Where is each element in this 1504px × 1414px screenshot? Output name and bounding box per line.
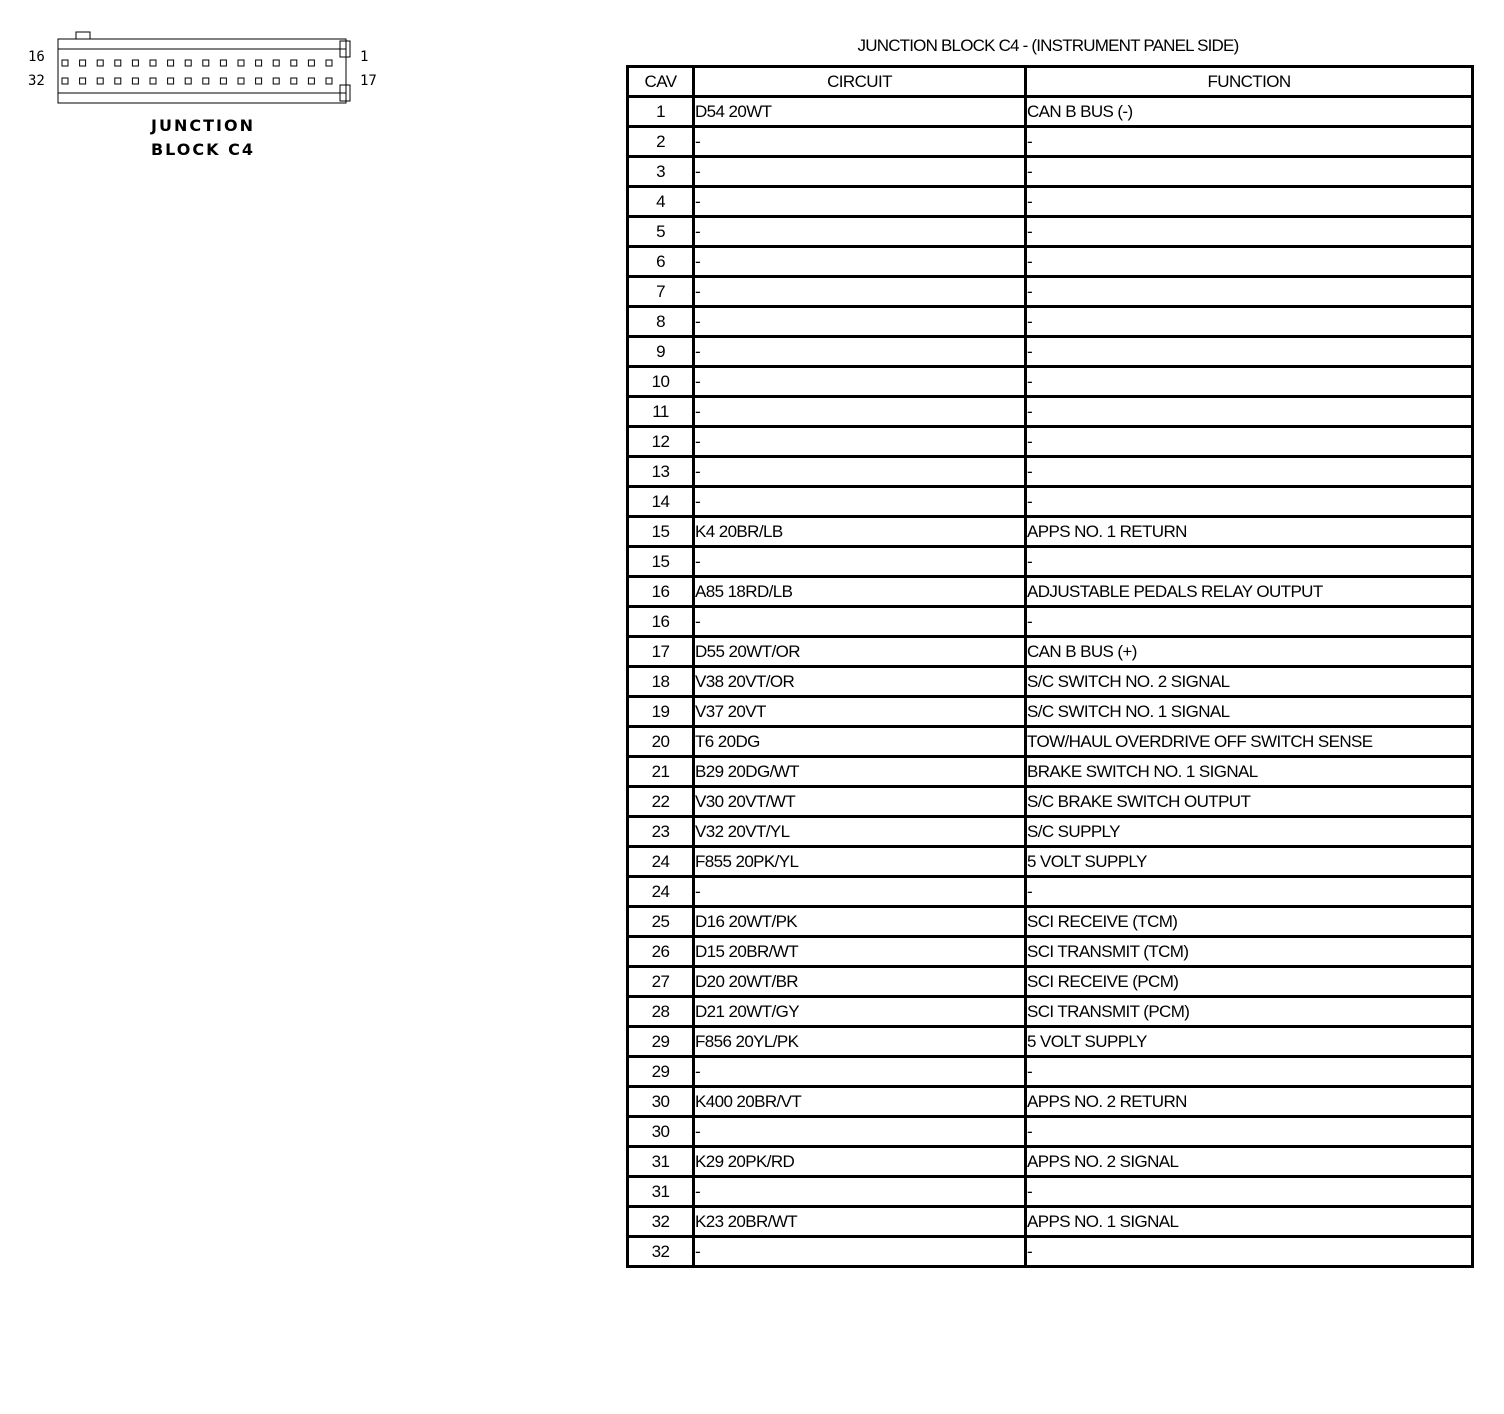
function-cell: APPS NO. 1 SIGNAL — [1026, 1207, 1473, 1237]
cav-cell: 20 — [628, 727, 694, 757]
function-cell: - — [1026, 367, 1473, 397]
function-cell: - — [1026, 187, 1473, 217]
cavity-square — [326, 78, 332, 84]
function-cell: APPS NO. 2 SIGNAL — [1026, 1147, 1473, 1177]
cavity-square — [273, 60, 279, 66]
cav-cell: 24 — [628, 877, 694, 907]
function-cell: SCI TRANSMIT (PCM) — [1026, 997, 1473, 1027]
circuit-cell: - — [694, 397, 1026, 427]
cav-cell: 3 — [628, 157, 694, 187]
function-cell: S/C SUPPLY — [1026, 817, 1473, 847]
function-cell: S/C SWITCH NO. 1 SIGNAL — [1026, 697, 1473, 727]
cavity-square — [150, 60, 156, 66]
function-cell: - — [1026, 247, 1473, 277]
function-cell: - — [1026, 1177, 1473, 1207]
header-function: FUNCTION — [1026, 67, 1473, 97]
function-cell: - — [1026, 277, 1473, 307]
function-cell: CAN B BUS (+) — [1026, 637, 1473, 667]
header-circuit: CIRCUIT — [694, 67, 1026, 97]
cavity-square — [97, 60, 103, 66]
function-cell: - — [1026, 1237, 1473, 1267]
circuit-cell: - — [694, 877, 1026, 907]
circuit-cell: K23 20BR/WT — [694, 1207, 1026, 1237]
function-cell: - — [1026, 397, 1473, 427]
function-cell: - — [1026, 487, 1473, 517]
cavity-square — [308, 78, 314, 84]
pin-label-16: 16 — [28, 49, 45, 65]
cavity-square — [115, 78, 121, 84]
table-row — [628, 367, 1473, 397]
cavity-square — [168, 78, 174, 84]
table-row — [628, 1087, 1473, 1117]
table-row — [628, 1117, 1473, 1147]
cavity-square — [220, 60, 226, 66]
cav-cell: 10 — [628, 367, 694, 397]
cav-cell: 12 — [628, 427, 694, 457]
table-row — [628, 607, 1473, 637]
circuit-cell: - — [694, 547, 1026, 577]
cav-cell: 30 — [628, 1117, 694, 1147]
table-row — [628, 337, 1473, 367]
cav-cell: 7 — [628, 277, 694, 307]
table-row — [628, 1177, 1473, 1207]
function-cell: - — [1026, 1057, 1473, 1087]
table-row — [628, 1147, 1473, 1177]
function-cell: S/C SWITCH NO. 2 SIGNAL — [1026, 667, 1473, 697]
circuit-cell: - — [694, 1177, 1026, 1207]
circuit-cell: - — [694, 367, 1026, 397]
cav-cell: 8 — [628, 307, 694, 337]
cavity-square — [132, 60, 138, 66]
table-row — [628, 877, 1473, 907]
circuit-cell: D54 20WT — [694, 97, 1026, 127]
cavity-square — [256, 78, 262, 84]
cavity-square — [62, 78, 68, 84]
cavity-square — [80, 78, 86, 84]
circuit-cell: - — [694, 457, 1026, 487]
function-cell: 5 VOLT SUPPLY — [1026, 847, 1473, 877]
table-row — [628, 217, 1473, 247]
cavity-square — [203, 60, 209, 66]
cavity-square — [185, 60, 191, 66]
circuit-cell: K400 20BR/VT — [694, 1087, 1026, 1117]
table-row — [628, 1207, 1473, 1237]
connector-title-line2: BLOCK C4 — [150, 140, 255, 159]
circuit-cell: - — [694, 1057, 1026, 1087]
cavity-square — [220, 78, 226, 84]
cav-cell: 32 — [628, 1237, 694, 1267]
cavity-square — [238, 78, 244, 84]
cavity-square — [256, 60, 262, 66]
circuit-cell: B29 20DG/WT — [694, 757, 1026, 787]
connector-outline — [22, 28, 382, 108]
table-row — [628, 1237, 1473, 1267]
circuit-cell: - — [694, 337, 1026, 367]
table-row — [628, 517, 1473, 547]
cav-cell: 21 — [628, 757, 694, 787]
cav-cell: 22 — [628, 787, 694, 817]
circuit-cell: - — [694, 487, 1026, 517]
table-row — [628, 97, 1473, 127]
table-row — [628, 967, 1473, 997]
circuit-cell: - — [694, 187, 1026, 217]
circuit-cell: - — [694, 1237, 1026, 1267]
cavity-square — [132, 78, 138, 84]
cav-cell: 16 — [628, 577, 694, 607]
table-header-row — [628, 67, 1473, 97]
function-cell: - — [1026, 457, 1473, 487]
cavity-square — [291, 60, 297, 66]
cavity-square — [273, 78, 279, 84]
function-cell: BRAKE SWITCH NO. 1 SIGNAL — [1026, 757, 1473, 787]
circuit-cell: D21 20WT/GY — [694, 997, 1026, 1027]
cav-cell: 29 — [628, 1057, 694, 1087]
cav-cell: 14 — [628, 487, 694, 517]
cav-cell: 29 — [628, 1027, 694, 1057]
function-cell: - — [1026, 217, 1473, 247]
table-row — [628, 277, 1473, 307]
cav-cell: 31 — [628, 1147, 694, 1177]
table-row — [628, 307, 1473, 337]
cavity-square — [62, 60, 68, 66]
cav-cell: 1 — [628, 97, 694, 127]
table-row — [628, 727, 1473, 757]
function-cell: SCI TRANSMIT (TCM) — [1026, 937, 1473, 967]
circuit-cell: - — [694, 247, 1026, 277]
table-row — [628, 457, 1473, 487]
connector-title-line1: JUNCTION — [151, 116, 255, 135]
table-row — [628, 247, 1473, 277]
table-row — [628, 757, 1473, 787]
table-row — [628, 697, 1473, 727]
table-row — [628, 847, 1473, 877]
circuit-cell: V32 20VT/YL — [694, 817, 1026, 847]
pinout-table — [626, 65, 1474, 1268]
function-cell: - — [1026, 1117, 1473, 1147]
cavity-square — [185, 78, 191, 84]
pin-label-32: 32 — [28, 73, 45, 89]
cav-cell: 24 — [628, 847, 694, 877]
table-row — [628, 487, 1473, 517]
cavity-square — [97, 78, 103, 84]
function-cell: S/C BRAKE SWITCH OUTPUT — [1026, 787, 1473, 817]
function-cell: - — [1026, 127, 1473, 157]
cav-cell: 2 — [628, 127, 694, 157]
table-row — [628, 817, 1473, 847]
circuit-cell: - — [694, 427, 1026, 457]
table-row — [628, 577, 1473, 607]
circuit-cell: D55 20WT/OR — [694, 637, 1026, 667]
cav-cell: 27 — [628, 967, 694, 997]
cav-cell: 15 — [628, 517, 694, 547]
circuit-cell: - — [694, 1117, 1026, 1147]
function-cell: SCI RECEIVE (PCM) — [1026, 967, 1473, 997]
circuit-cell: A85 18RD/LB — [694, 577, 1026, 607]
circuit-cell: D16 20WT/PK — [694, 907, 1026, 937]
function-cell: ADJUSTABLE PEDALS RELAY OUTPUT — [1026, 577, 1473, 607]
function-cell: - — [1026, 157, 1473, 187]
cav-cell: 11 — [628, 397, 694, 427]
function-cell: - — [1026, 307, 1473, 337]
table-row — [628, 1057, 1473, 1087]
circuit-cell: - — [694, 157, 1026, 187]
table-row — [628, 127, 1473, 157]
circuit-cell: D15 20BR/WT — [694, 937, 1026, 967]
cav-cell: 32 — [628, 1207, 694, 1237]
circuit-cell: T6 20DG — [694, 727, 1026, 757]
circuit-cell: - — [694, 217, 1026, 247]
cav-cell: 18 — [628, 667, 694, 697]
circuit-cell: - — [694, 127, 1026, 157]
cavity-square — [308, 60, 314, 66]
function-cell: SCI RECEIVE (TCM) — [1026, 907, 1473, 937]
connector-title — [148, 114, 258, 162]
cav-cell: 6 — [628, 247, 694, 277]
cav-cell: 15 — [628, 547, 694, 577]
cavity-square — [238, 60, 244, 66]
cav-cell: 23 — [628, 817, 694, 847]
cav-cell: 25 — [628, 907, 694, 937]
function-cell: - — [1026, 877, 1473, 907]
cavity-square — [291, 78, 297, 84]
table-row — [628, 997, 1473, 1027]
cav-cell: 30 — [628, 1087, 694, 1117]
circuit-cell: K29 20PK/RD — [694, 1147, 1026, 1177]
table-row — [628, 397, 1473, 427]
cav-cell: 17 — [628, 637, 694, 667]
pin-label-17: 17 — [360, 73, 377, 89]
table-row — [628, 157, 1473, 187]
table-row — [628, 637, 1473, 667]
connector-diagram — [22, 28, 382, 108]
table-row — [628, 427, 1473, 457]
cav-cell: 5 — [628, 217, 694, 247]
function-cell: - — [1026, 337, 1473, 367]
cavity-square — [150, 78, 156, 84]
cav-cell: 28 — [628, 997, 694, 1027]
cav-cell: 16 — [628, 607, 694, 637]
circuit-cell: - — [694, 277, 1026, 307]
cavity-square — [115, 60, 121, 66]
function-cell: APPS NO. 2 RETURN — [1026, 1087, 1473, 1117]
cav-cell: 4 — [628, 187, 694, 217]
circuit-cell: F855 20PK/YL — [694, 847, 1026, 877]
cav-cell: 26 — [628, 937, 694, 967]
cav-cell: 19 — [628, 697, 694, 727]
circuit-cell: V38 20VT/OR — [694, 667, 1026, 697]
table-row — [628, 907, 1473, 937]
circuit-cell: F856 20YL/PK — [694, 1027, 1026, 1057]
circuit-cell: V37 20VT — [694, 697, 1026, 727]
table-row — [628, 937, 1473, 967]
table-row — [628, 187, 1473, 217]
cav-cell: 9 — [628, 337, 694, 367]
header-cav: CAV — [628, 67, 694, 97]
function-cell: - — [1026, 607, 1473, 637]
table-row — [628, 1027, 1473, 1057]
function-cell: - — [1026, 547, 1473, 577]
circuit-cell: - — [694, 307, 1026, 337]
table-row — [628, 547, 1473, 577]
cav-cell: 13 — [628, 457, 694, 487]
table-row — [628, 667, 1473, 697]
function-cell: TOW/HAUL OVERDRIVE OFF SWITCH SENSE — [1026, 727, 1473, 757]
cavity-square — [168, 60, 174, 66]
table-title: JUNCTION BLOCK C4 - (INSTRUMENT PANEL SIDE) — [857, 36, 1239, 55]
function-cell: APPS NO. 1 RETURN — [1026, 517, 1473, 547]
function-cell: - — [1026, 427, 1473, 457]
function-cell: 5 VOLT SUPPLY — [1026, 1027, 1473, 1057]
table-row — [628, 787, 1473, 817]
circuit-cell: K4 20BR/LB — [694, 517, 1026, 547]
pin-label-1: 1 — [360, 49, 369, 65]
circuit-cell: D20 20WT/BR — [694, 967, 1026, 997]
cavity-square — [203, 78, 209, 84]
function-cell: CAN B BUS (-) — [1026, 97, 1473, 127]
cav-cell: 31 — [628, 1177, 694, 1207]
cavity-square — [80, 60, 86, 66]
circuit-cell: V30 20VT/WT — [694, 787, 1026, 817]
cavity-square — [326, 60, 332, 66]
circuit-cell: - — [694, 607, 1026, 637]
